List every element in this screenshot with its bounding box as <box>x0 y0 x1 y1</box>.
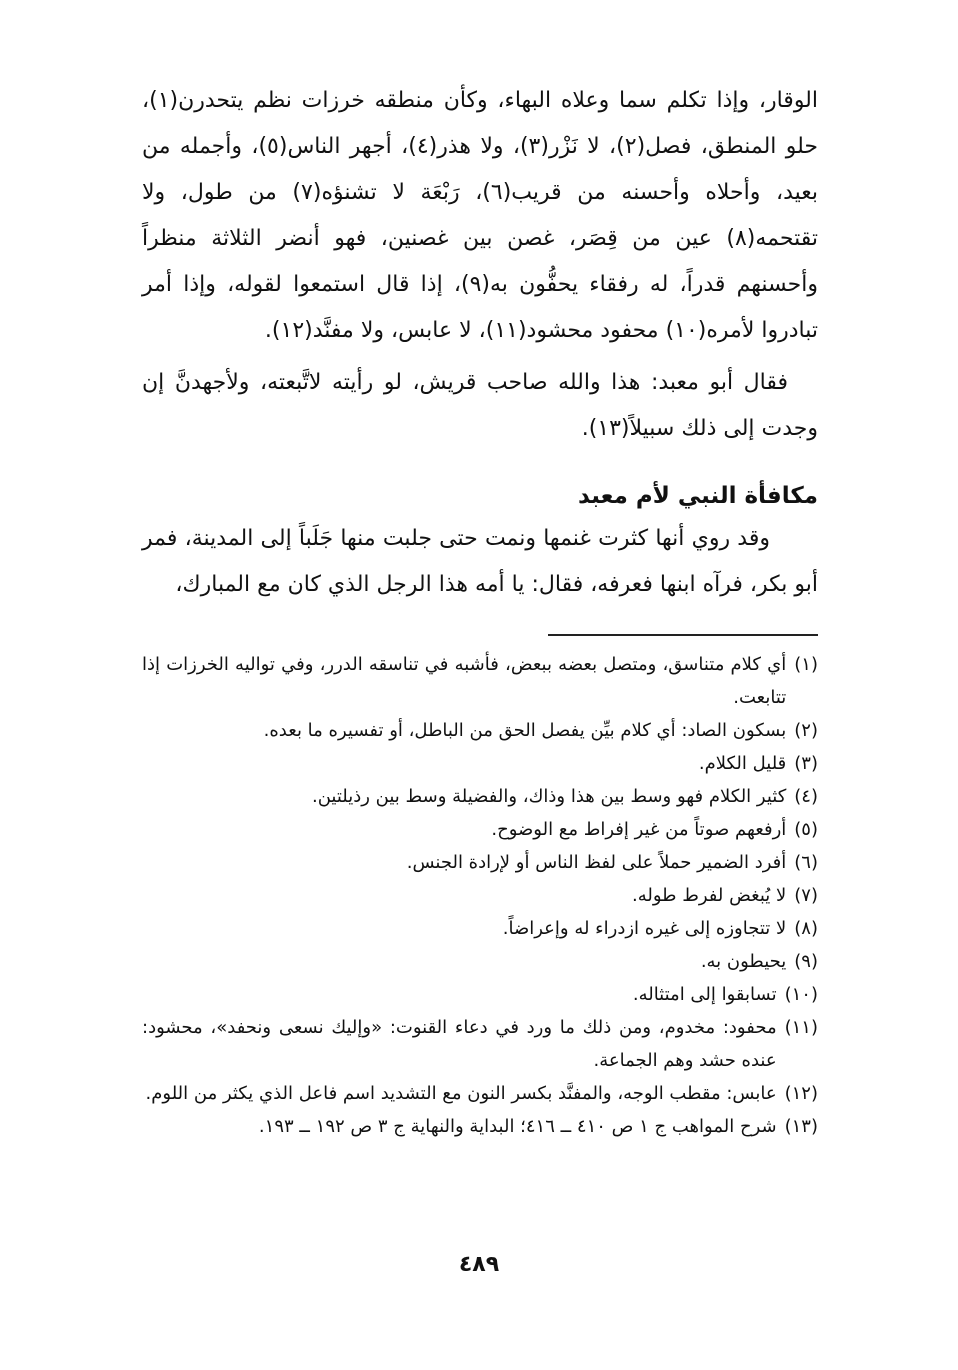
footnote-number: (٦) <box>794 852 818 873</box>
footnote-number: (١٠) <box>784 984 818 1005</box>
footnote-item <box>142 813 818 846</box>
footnote-text: تسابقوا إلى امتثاله. <box>632 984 777 1005</box>
footnote-number: (١٣) <box>784 1116 818 1137</box>
footnote-item <box>142 1077 818 1110</box>
page-number: ٤٨٩ <box>458 1252 500 1277</box>
footnote-number: (٨) <box>794 918 818 939</box>
body-paragraph: فقال أبو معبد: هذا والله صاحب قريش، لو رأيته لاتَّبعته، ولأجهدنَّ إن وجدت إلى ذلك سبيلاً(١٣). <box>142 370 818 441</box>
body-paragraph: وقد روي أنها كثرت غنمها ونمت حتى جلبت منها جَلَباً إلى المدينة، فمر أبو بكر، فرآه ابنها فعرفه، فقال: يا أمه هذا الرجل الذي كان مع المبارك، <box>142 526 818 597</box>
footnote-number: (٩) <box>794 951 818 972</box>
footnotes-list <box>142 648 818 1143</box>
footnote-number: (٢) <box>794 720 818 741</box>
footnote-item <box>142 846 818 879</box>
footnote-text: أفرد الضمير حملاً على لفظ الناس أو لإرادة الجنس. <box>406 852 787 873</box>
footnote-item <box>142 879 818 912</box>
footnote-item <box>142 912 818 945</box>
footnote-separator <box>548 634 818 636</box>
footnote-text: عابس: مقطب الوجه، والمفنَّد بكسر النون مع التشديد اسم فاعل الذي يكثر من اللوم. <box>145 1083 777 1104</box>
body-paragraph: الوقار، وإذا تكلم سما وعلاه البهاء، وكأن منطقه خرزات نظم يتحدرن(١)، حلو المنطق، فصل(٢)، لا نَزْر(٣)، ولا هذر(٤)، أجهر الناس(٥)، وأجمله من بعيد، وأحلاه وأحسنه من قريب(٦)، رَبْعَة لا تشنؤه(٧) من طول، ولا تقتحمه(٨) عين من قِصَر، غصن بين غصنين، فهو أنضر الثلاثة منظراً وأحسنهم قدراً، له رفقاء يحفُّون به(٩)، إذا قال استمعوا لقوله، وإذا أمر تبادروا لأمره(١٠) محفود محشود(١١)، لا عابس، ولا مفنَّد(١٢). <box>142 88 818 343</box>
footnote-number: (٧) <box>794 885 818 906</box>
footnote-item <box>142 648 818 714</box>
section-heading: مكافأة النبي لأم معبد <box>578 483 818 509</box>
footnote-number: (٤) <box>794 786 818 807</box>
footnote-item <box>142 978 818 1011</box>
footnote-number: (٥) <box>794 819 818 840</box>
footnote-number: (١١) <box>784 1017 818 1038</box>
footnote-text: أي كلام متناسق، ومتصل بعضه ببعض، فأشبه في تناسقه الدرر، وفي تواليه الخرزات إذا تتابعت. <box>142 654 787 708</box>
footnote-text: أرفعهم صوتاً من غير إفراط مع الوضوح. <box>491 819 787 840</box>
footnote-number: (١) <box>794 654 818 675</box>
footnote-text: كثير الكلام فهو وسط بين هذا وذاك، والفضيلة وسط بين رذيلتين. <box>311 786 787 807</box>
footnote-text: يحيطون به. <box>700 951 787 972</box>
footnote-item <box>142 1110 818 1143</box>
footnote-text: محفود: مخدوم، ومن ذلك ما ورد في دعاء القنوت: «وإليك نسعى ونحفد»، محشود: عنده حشد وهم الجماعة. <box>142 1017 777 1071</box>
footnote-text: قليل الكلام. <box>698 753 787 774</box>
footnote-item <box>142 714 818 747</box>
page-content <box>142 78 818 1143</box>
footnote-item <box>142 1011 818 1077</box>
footnote-text: شرح المواهب ج ١ ص ٤١٠ ــ ٤١٦؛ البداية والنهاية ج ٣ ص ١٩٢ ــ ١٩٣. <box>258 1116 777 1137</box>
footnote-item <box>142 945 818 978</box>
footnote-text: بسكون الصاد: أي كلام بيِّن يفصل الحق من الباطل، أو تفسيره ما بعده. <box>263 720 787 741</box>
footnote-item <box>142 747 818 780</box>
footnote-number: (١٢) <box>784 1083 818 1104</box>
footnote-item <box>142 780 818 813</box>
footnote-text: لا تتجاوزه إلى غيره ازدراء له وإعراضاً. <box>502 918 787 939</box>
footnote-number: (٣) <box>794 753 818 774</box>
footnote-text: لا يُبغض لفرط طوله. <box>632 885 787 906</box>
